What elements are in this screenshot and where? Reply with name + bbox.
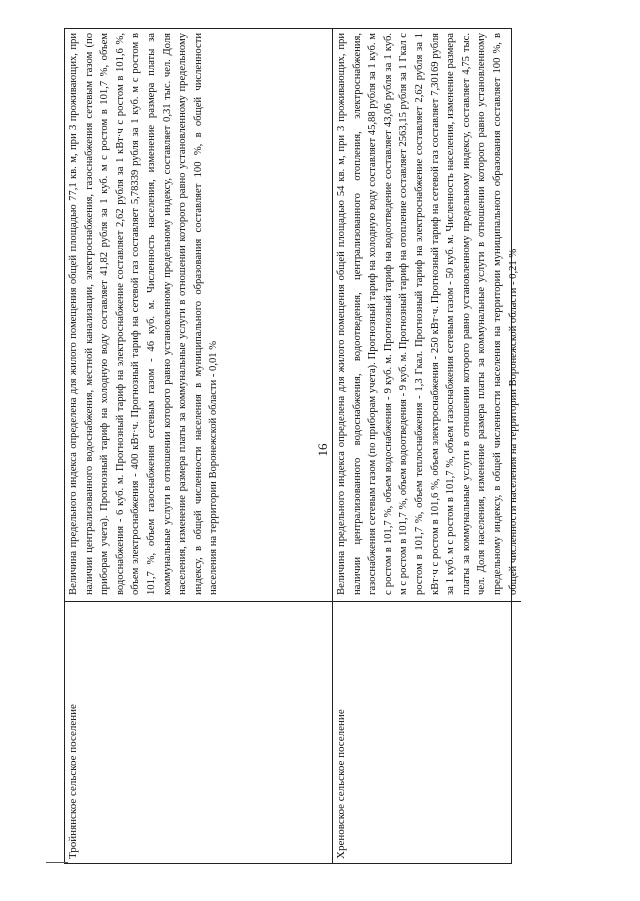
tariff-table [64,28,519,864]
settlement-name: Тройнянское сельское поселение [67,704,79,859]
table-grid [64,28,519,864]
description-text: Величина предельного индекса определена для жилого помещения общей площадью 54 кв. м, при 3 проживающих, при наличии централизованного водоснабжения, водоотведения, централизованного отопления, электроснабжения, газоснабжения сетевым газом (по приборам учета). Прогнозный тариф на холодную воду составляет 45,88 рубля за 1 куб. м с ростом в 101,7 %, объем водоснабжения - 9 куб. м. Прогнозный тариф на водоотведение составляет 43,06 рубля за 1 куб. м с ростом в 101,7 %, объем водоотведения - 9 куб. м. Прогнозный тариф на отопление составляет 2563,15 рубля за 1 Гкал с ростом в 101,7 %, объем теплоснабжения - 1,3 Гкал. Прогнозный тариф на электроснабжение составляет 2,62 рубля за 1 кВт·ч с ростом в 101,6 %, объем электроснабжения - 250 кВт·ч. Прогнозный тариф на сетевой газ составляет 7,30169 рубля за 1 куб. м с ростом в 101,7 %, объем газоснабжения сетевым газом - 50 куб. м. Численность населения, изменение размера платы за коммунальные услуги в отношении которого равно установленному предельному индексу, составляет 4,75 тыс. чел. Доля населения, изменение размера платы за коммунальные услуги в отношении которого равно установленному предельному индексу, в общей численности населения на территории муниципального образования составляет 100 %, в общей численности населения на территории Воронежской области - 0,21 % [336,33,519,595]
description-text: Величина предельного индекса определена для жилого помещения общей площадью 77,1 кв. м, при 3 проживающих, при наличии централизованного водоснабжения, местной канализации, электроснабжения, газоснабжения сетевым газом (по приборам учета). Прогнозный тариф на холодную воду составляет 41,82 рубля за 1 куб. м с ростом в 101,7 %, объем водоснабжения - 6 куб. м. Прогнозный тариф на электроснабжение составляет 2,62 рубля за 1 кВт·ч с ростом в 101,6 %, объем электроснабжения - 400 кВт·ч. Прогнозный тариф на сетевой газ составляет 5,78339 рубля за 1 куб. м с ростом в 101,7 %, объем газоснабжения сетевым газом - 46 куб. м. Численность населения, изменение размера платы за коммунальные услуги в отношении которого равно установленному предельному индексу, составляет 0,31 тыс. чел. Доля населения, изменение размера платы за коммунальные услуги в отношении которого равно установленному предельному индексу, в общей численности населения в муниципального образования составляет 100 %, в общей численности населения на территории Воронежской области - 0,01 % [68,33,220,595]
page-number: 16 [315,443,330,457]
settlement-name-cell [65,601,333,863]
settlement-name: Хреновское сельское поселение [335,709,347,859]
settlement-name-cell [333,601,521,863]
description-cell [333,29,521,601]
description-cell [65,29,333,601]
